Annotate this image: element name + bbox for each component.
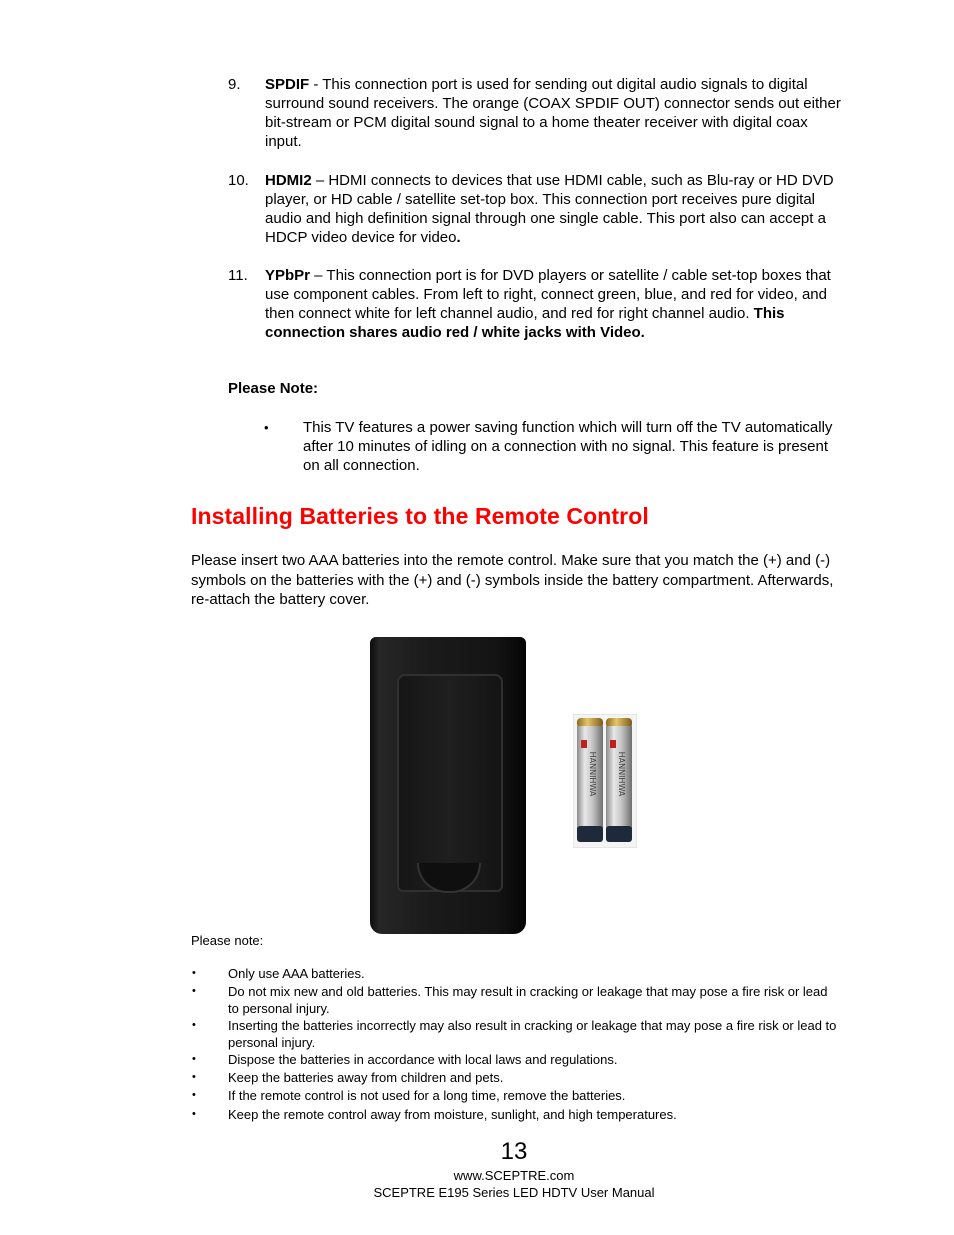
bullet-icon: • [192,1108,196,1120]
battery-note: Keep the remote control away from moisture, sunlight, and high temperatures. [228,1107,677,1122]
item-spdif [265,75,845,151]
battery-note: If the remote control is not used for a long time, remove the batteries. [228,1088,626,1103]
item-term: HDMI2 [265,172,312,189]
bullet-icon: • [264,420,269,435]
bullet-icon: • [192,1089,196,1101]
battery-note: Inserting the batteries incorrectly may also result in cracking or leakage that may pose a fire risk or lead to personal injury. [228,1018,837,1050]
item-description-bold: This connection shares audio red / white jacks with Video. [265,305,785,341]
bullet-icon: • [192,1019,196,1031]
bullet-icon: • [192,1071,196,1083]
item-term: YPbPr [265,267,311,284]
item-number: 11. [228,267,248,284]
footer-url: www.SCEPTRE.com [453,1168,575,1183]
bullet-icon: • [192,967,196,979]
please-note-heading: Please Note: [228,380,319,397]
item-term: SPDIF [265,76,310,93]
item-description: – HDMI connects to devices that use HDMI cable, such as Blu-ray or HD DVD player, or HD cable / satellite set-top box. This connection port receives pure digital audio and high definition signal through one single cable. This port also can accept a HDCP video device for video [265,172,834,246]
item-description-bold: . [456,229,461,246]
intro-paragraph: Please insert two AAA batteries into the remote control. Make sure that you match the (+) and (-) symbols on the batteries with the (+) and (-) symbols inside the battery compartment. Afterwards, re-attach the battery cover. [191,552,834,608]
remote-control-image [370,637,526,934]
battery-note: Keep the batteries away from children and pets. [228,1070,504,1085]
small-note-heading: Please note: [191,933,264,948]
battery-cover [397,674,503,892]
battery-note: Dispose the batteries in accordance with local laws and regulations. [228,1052,618,1067]
bullet-icon: • [192,1053,196,1065]
page-number: 13 [500,1138,528,1165]
item-description: - This connection port is used for sending out digital audio signals to digital surround sound receivers. The orange (COAX SPDIF OUT) connector sends out either bit-stream or PCM digital sound signal to a home theater receiver with digital coax input. [265,76,841,150]
bullet-icon: • [192,985,196,997]
item-description: – This connection port is for DVD players or satellite / cable set-top boxes that use component cables. From left to right, connect green, blue, and red for video, and then connect white for left channel audio, and red for right channel audio. [265,267,831,322]
battery-note: Do not mix new and old batteries. This may result in cracking or leakage that may pose a fire risk or lead to personal injury. [228,984,828,1016]
battery-brand: HANNIHWA [617,751,626,797]
item-number: 10. [228,172,249,189]
aaa-batteries-image [573,714,637,848]
section-title: Installing Batteries to the Remote Control [191,503,649,529]
battery-note: Only use AAA batteries. [228,966,365,981]
footer-title: SCEPTRE E195 Series LED HDTV User Manual [373,1185,655,1200]
item-number: 9. [228,76,241,93]
battery-brand: HANNIHWA [588,751,597,797]
please-note-bullet: This TV features a power saving function which will turn off the TV automatically after 10 minutes of idling on a connection with no signal. This feature is present on all connection. [303,419,833,474]
item-ypbpr [265,266,845,342]
item-hdmi2 [265,171,845,247]
